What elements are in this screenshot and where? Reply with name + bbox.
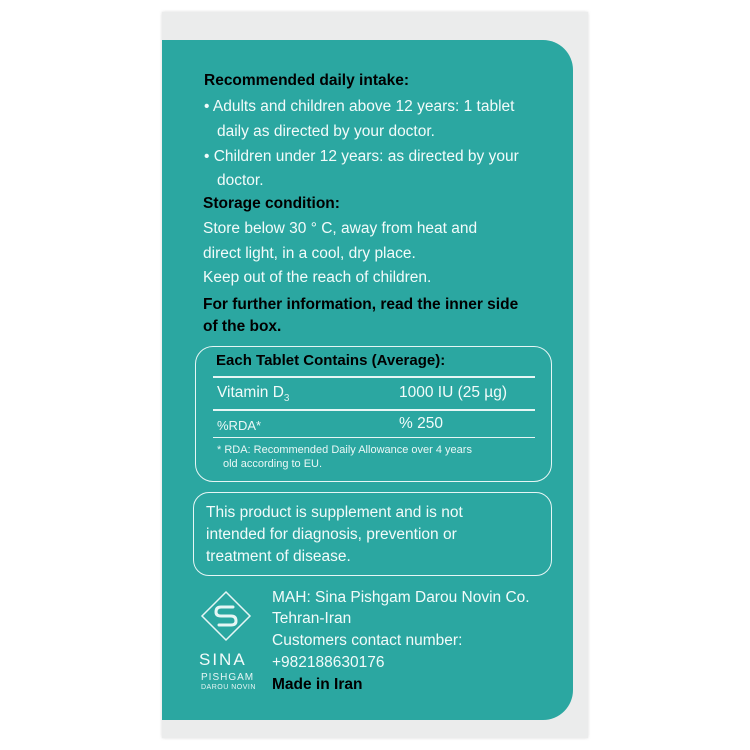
rda-footnote-line2: old according to EU. <box>223 458 323 470</box>
contact-phone: +982188630176 <box>272 654 385 671</box>
contact-label: Customers contact number: <box>272 632 463 649</box>
intake-adults-line2: daily as directed by your doctor. <box>217 123 435 140</box>
storage-heading: Storage condition: <box>203 195 340 212</box>
rda-footnote-line1: * RDA: Recommended Daily Allowance over 4 years <box>217 444 472 456</box>
intake-adults-line1: • Adults and children above 12 years: 1 tablet <box>204 98 515 115</box>
intake-heading: Recommended daily intake: <box>204 72 410 89</box>
rda-label: %RDA* <box>217 418 262 433</box>
storage-line3: Keep out of the reach of children. <box>203 269 432 286</box>
logo-sub2: DAROU NOVIN <box>201 684 256 691</box>
intake-children-line2: doctor. <box>217 172 264 189</box>
mah-line: MAH: Sina Pishgam Darou Novin Co. <box>272 589 530 606</box>
vitamin-subscript: 3 <box>283 393 290 405</box>
nutrition-heading-rule <box>213 376 535 378</box>
storage-line1: Store below 30 ° C, away from heat and <box>203 220 478 237</box>
city-line: Tehran-Iran <box>272 610 352 627</box>
nutrition-bottom-rule <box>213 437 535 438</box>
further-info-line2: of the box. <box>203 318 282 335</box>
notice-line1: This product is supplement and is not <box>206 504 463 521</box>
intake-children-line1: • Children under 12 years: as directed by your <box>204 148 519 165</box>
nutrition-row-rule <box>213 409 535 411</box>
rda-value: % 250 <box>399 415 443 432</box>
storage-line2: direct light, in a cool, dry place. <box>203 245 416 262</box>
further-info-line1: For further information, read the inner side <box>203 296 519 313</box>
notice-line3: treatment of disease. <box>206 548 351 565</box>
notice-line2: intended for diagnosis, prevention or <box>206 526 457 543</box>
made-in-line: Made in Iran <box>272 676 363 693</box>
nutrition-heading: Each Tablet Contains (Average): <box>216 352 446 369</box>
sina-logo-icon <box>200 590 252 642</box>
vitamin-name: Vitamin $D_3$ <box>217 384 290 405</box>
vitamin-amount: 1000 IU (25 µg) <box>399 384 508 401</box>
logo-sub1: PISHGAM <box>201 672 255 683</box>
logo-brand: SINA <box>199 650 247 669</box>
